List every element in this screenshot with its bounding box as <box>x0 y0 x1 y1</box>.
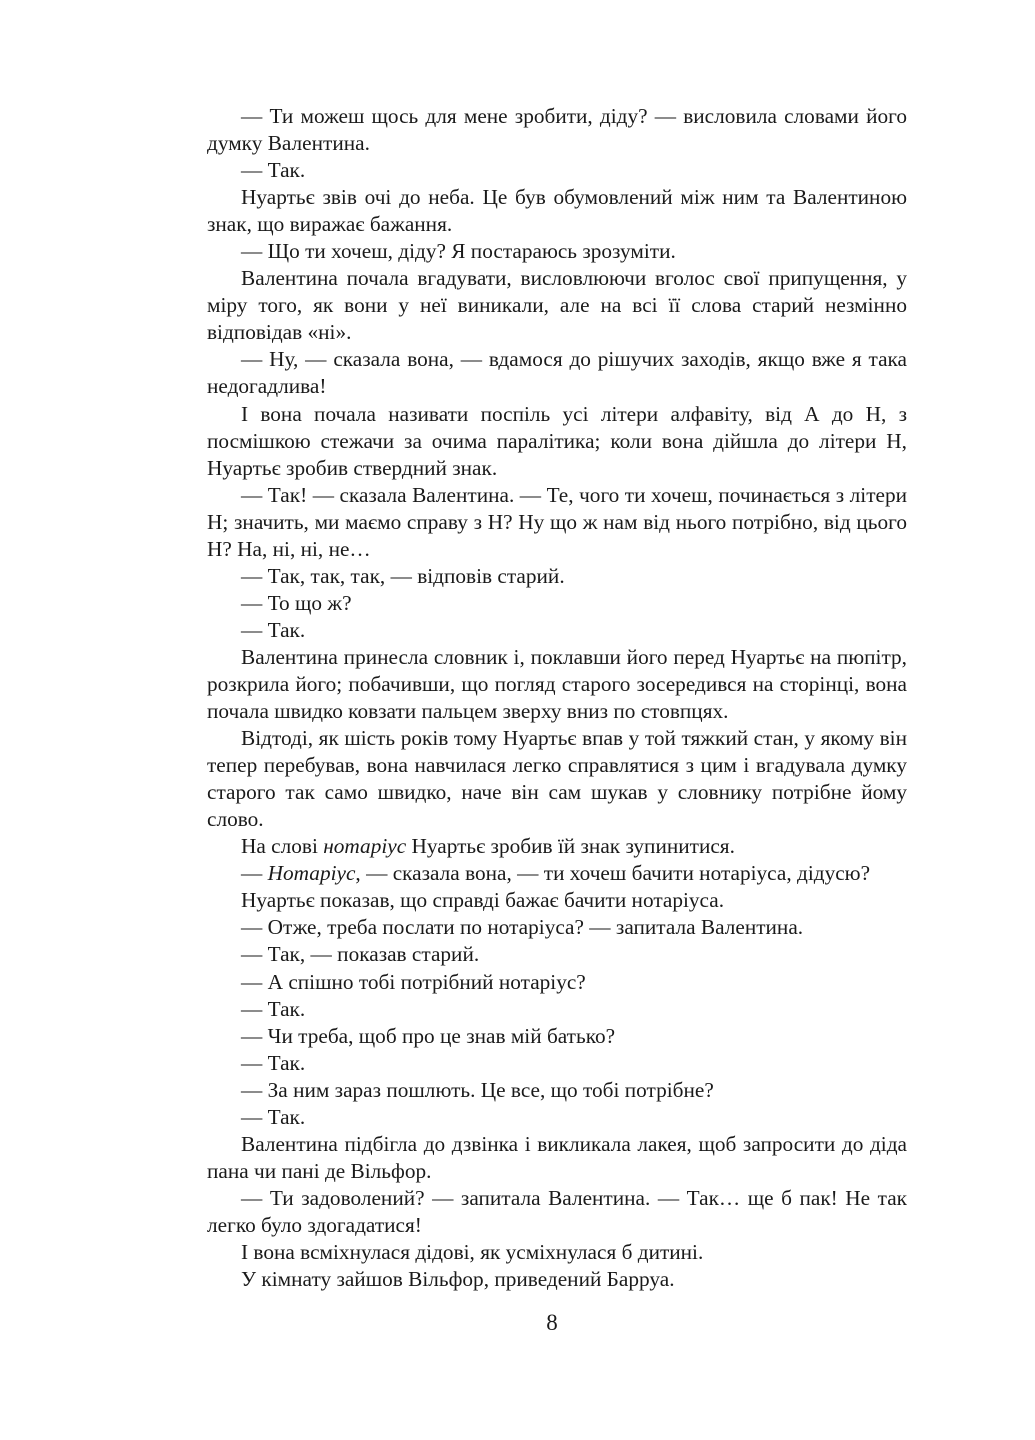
paragraph <box>207 860 907 887</box>
paragraph: — Так, так, так, — відповів старий. <box>241 563 565 588</box>
paragraph: — За ним зараз пошлють. Це все, що тобі потрібне? <box>241 1077 714 1102</box>
paragraph: — Так, — показав старий. <box>241 942 480 967</box>
text-run: На слові <box>241 834 324 859</box>
paragraph: Нуартьє показав, що справді бажає бачити нотаріуса. <box>241 888 725 913</box>
paragraph: Валентина почала вгадувати, висловлюючи вголос свої припущення, у міру того, як вони у неї виникали, але на всі її слова старий незмінно відповідав «ні». <box>207 266 907 345</box>
paragraph: Нуартьє звів очі до неба. Це був обумовлений між ним та Валентиною знак, що виражає бажання. <box>207 185 907 237</box>
paragraph: — Ти задоволений? — запитала Валентина. — Так… ще б пак! Не так легко було здогадатися! <box>207 1185 907 1237</box>
paragraph <box>207 833 907 860</box>
paragraph: У кімнату зайшов Вільфор, приведений Барруа. <box>241 1267 675 1292</box>
paragraph: Валентина принесла словник і, поклавши його перед Нуартьє на пюпітр, розкрила його; побачивши, що погляд старого зосередився на сторінці, вона почала швидко ковзати пальцем зверху вниз по стовпцях. <box>207 644 907 724</box>
italic-word: нотаріус <box>323 834 407 859</box>
paragraph: І вона почала називати поспіль усі літери алфавіту, від А до Н, з посмішкою стежачи за очима паралітика; коли вона дійшла до літери Н, Нуартьє зробив ствердний знак. <box>207 401 907 480</box>
paragraph: — Так! — сказала Валентина. — Те, чого ти хочеш, починається з літери Н; значить, ми маємо справу з Н? Ну що ж нам від нього потрібно, від цього Н? На, ні, ні, не… <box>207 482 907 561</box>
paragraph: — То що ж? <box>241 590 352 615</box>
page-body <box>207 103 907 1293</box>
paragraph: — Так. <box>241 158 306 183</box>
text-run: , — сказала вона, — ти хочеш бачити нотаріуса, дідусю? <box>355 861 871 886</box>
page-number: 8 <box>546 1310 558 1335</box>
paragraph: Валентина підбігла до дзвінка і викликала лакея, щоб запросити до діда пана чи пані де Вільфор. <box>207 1131 907 1183</box>
paragraph: — А спішно тобі потрібний нотаріус? <box>241 969 586 994</box>
paragraph: Відтоді, як шість років тому Нуартьє впав у той тяжкий стан, у якому він тепер перебував, вона навчилася легко справлятися з цим і вгадувала думку старого так само швидко, наче він сам шукав у словнику потрібне йому слово. <box>207 726 907 832</box>
text-run: — <box>241 861 268 886</box>
paragraph: — Отже, треба послати по нотаріуса? — запитала Валентина. <box>241 915 804 940</box>
paragraph: — Так. <box>241 996 306 1021</box>
paragraph: — Чи треба, щоб про це знав мій батько? <box>241 1023 616 1048</box>
paragraph: І вона всміхнулася дідові, як усміхнулася б дитині. <box>241 1239 704 1264</box>
text-run: Нуартьє зробив їй знак зупинитися. <box>406 834 735 859</box>
paragraph: — Так. <box>241 1050 306 1075</box>
paragraph: — Ну, — сказала вона, — вдамося до рішучих заходів, якщо вже я така недогадлива! <box>207 347 907 399</box>
paragraph: — Що ти хочеш, діду? Я постараюсь зрозуміти. <box>241 239 676 264</box>
paragraph: — Ти можеш щось для мене зробити, діду? — висловила словами його думку Валентина. <box>207 104 907 156</box>
italic-word: Нотаріус <box>267 861 356 886</box>
paragraph: — Так. <box>241 617 306 642</box>
paragraph: — Так. <box>241 1104 306 1129</box>
